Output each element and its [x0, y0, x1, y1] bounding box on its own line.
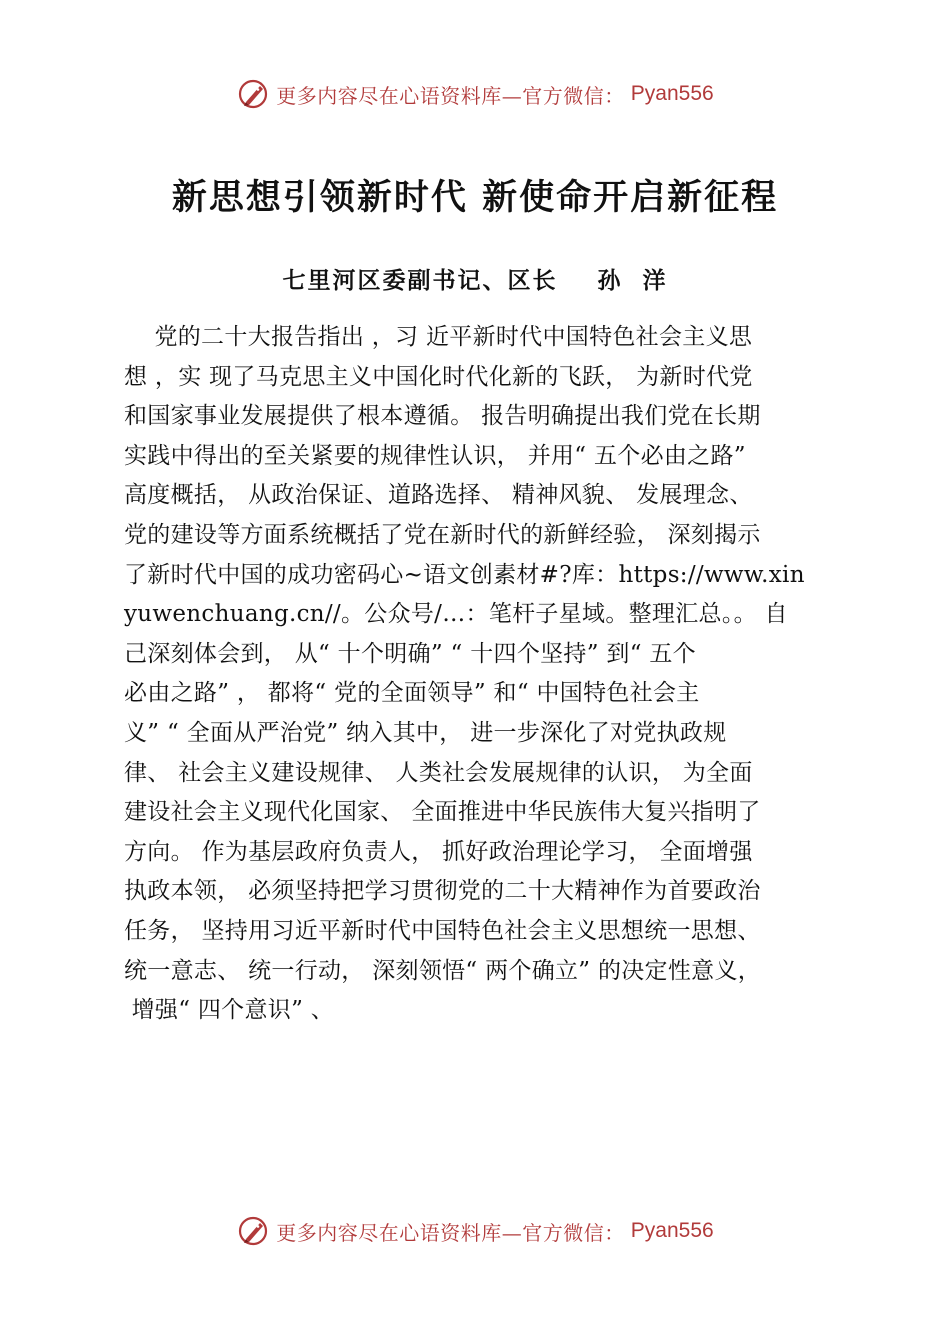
document-byline: 七里河区委副书记、区长 孙 洋 — [282, 268, 668, 294]
body-line: 建设社会主义现代化国家、 全面推进中华民族伟大复兴指明了 — [124, 799, 761, 826]
body-line: 方向。 作为基层政府负责人， 抓好政治理论学习， 全面增强 — [124, 838, 753, 865]
body-line: 和国家事业发展提供了根本遵循。 报告明确提出我们党在长期 — [124, 403, 761, 430]
body-line: 律、 社会主义建设规律、 人类社会发展规律的认识， 为全面 — [124, 759, 753, 786]
footer-brand-banner — [0, 1211, 950, 1251]
header-brand-text: 更多内容尽在心语资料库—官方微信： — [276, 83, 625, 108]
document-body — [124, 318, 854, 1031]
pen-nib-logo-icon — [236, 77, 270, 111]
body-line: 增强“ 四个意识” 、 — [124, 997, 335, 1024]
body-line: yuwenchuang.cn//。公众号/…：笔杆子星域。整理汇总。。 自 — [124, 601, 788, 628]
document-title: 新思想引领新时代 新使命开启新征程 — [171, 178, 779, 218]
footer-brand-wechat-id: Pyan556 — [630, 1219, 714, 1242]
body-line: 执政本领， 必须坚持把学习贯彻党的二十大精神作为首要政治 — [124, 878, 761, 905]
body-line: 想 ，实 现了马克思主义中国化时代化新的飞跃， 为新时代党 — [124, 363, 753, 390]
body-line: 己深刻体会到， 从“ 十个明确” “ 十四个坚持” 到“ 五个 — [124, 640, 696, 667]
body-line: 义” “ 全面从严治党” 纳入其中， 进一步深化了对党执政规 — [124, 719, 727, 746]
header-brand-banner — [0, 74, 950, 114]
body-line: 高度概括， 从政治保证、道路选择、 精神风貌、 发展理念、 — [124, 482, 753, 509]
body-line: 必由之路” ， 都将“ 党的全面领导” 和“ 中国特色社会主 — [124, 680, 700, 707]
body-line: 党的二十大报告指出 ，习 近平新时代中国特色社会主义思 — [124, 324, 753, 350]
body-line: 任务， 坚持用习近平新时代中国特色社会主义思想统一思想、 — [124, 917, 761, 944]
body-line: 了新时代中国的成功密码心~语文创素材#?库：https://www.xin — [124, 561, 805, 588]
body-line: 实践中得出的至关紧要的规律性认识， 并用“ 五个必由之路” — [124, 442, 746, 469]
pen-nib-logo-icon — [236, 1214, 270, 1248]
body-line: 统一意志、 统一行动， 深刻领悟“ 两个确立” 的决定性意义， — [124, 957, 762, 984]
footer-brand-text: 更多内容尽在心语资料库—官方微信： — [276, 1220, 625, 1245]
header-brand-wechat-id: Pyan556 — [630, 82, 714, 105]
body-line: 党的建设等方面系统概括了党在新时代的新鲜经验， 深刻揭示 — [124, 521, 761, 548]
